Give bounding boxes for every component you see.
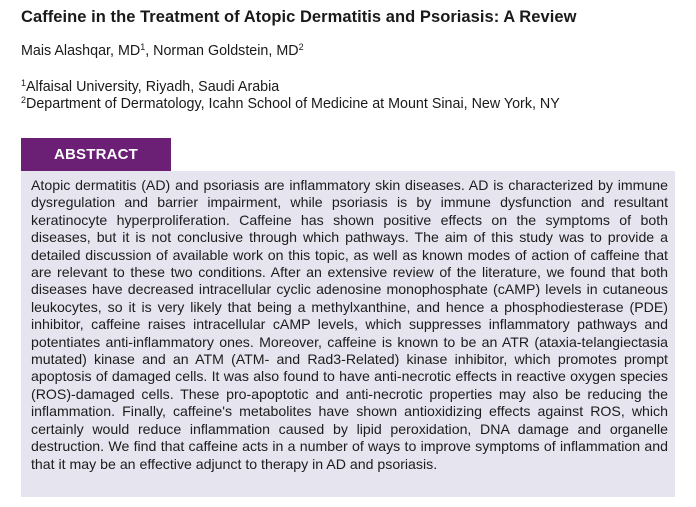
affiliation-marker: 2 xyxy=(21,95,27,105)
author-name: Mais Alashqar, MD xyxy=(21,43,141,59)
author-name: Norman Goldstein, MD xyxy=(153,43,299,59)
affiliation-text: Department of Dermatology, Icahn School of Medicine at Mount Sinai, New York, NY xyxy=(26,96,560,112)
author-affiliation-marker: 2 xyxy=(298,42,304,52)
affiliation-line xyxy=(21,79,560,96)
abstract-box xyxy=(21,171,675,497)
affiliation-text: Alfaisal University, Riyadh, Saudi Arabia xyxy=(26,79,280,95)
author-list xyxy=(21,43,304,59)
affiliation-marker: 1 xyxy=(21,78,27,88)
affiliation-list xyxy=(21,79,560,113)
affiliation-line xyxy=(21,96,560,113)
abstract-text: Atopic dermatitis (AD) and psoriasis are inflammatory skin diseases. AD is characterized by immune dysregulation and barrier impairment, while psoriasis is by immune dysfunction and resultant keratinocyte hyperproliferation. Caffeine has shown positive effects on the symptoms of both diseases, but it is not conclusive through which pathways. The aim of this study was to provide a detailed discussion of available work on this topic, as well as known modes of action of caffeine that are relevant to these two conditions. After an extensive review of the literature, we found that both diseases have decreased intracellular cyclic adenosine monophosphate (cAMP) levels in cutaneous leukocytes, so it is very likely that being a methylxanthine, and hence a phosphodiesterase (PDE) inhibitor, caffeine raises intracellular cAMP levels, which suppresses inflammatory pathways and potentiates anti-inflammatory ones. Moreover, caffeine is known to be an ATR (ataxia-telangiectasia mutated) kinase and an ATM (ATM- and Rad3-Related) kinase inhibitor, which promotes prompt apoptosis of damaged cells. It was also found to have anti-necrotic effects in reactive oxygen species (ROS)-damaged cells. These pro-apoptotic and anti-necrotic properties may also be reducing the inflammation. Finally, caffeine's metabolites have shown antioxidizing effects against ROS, which certainly would reduce inflammation caused by lipid peroxidation, DNA damage and organelle destruction. We find that caffeine acts in a number of ways to improve symptoms of inflammation and that it may be an effective adjunct to therapy in AD and psoriasis. xyxy=(31,177,668,472)
author-separator: , xyxy=(145,43,154,59)
paper-title: Caffeine in the Treatment of Atopic Dermatitis and Psoriasis: A Review xyxy=(21,8,577,26)
author-affiliation-marker: 1 xyxy=(140,42,146,52)
abstract-heading: ABSTRACT xyxy=(21,138,171,171)
